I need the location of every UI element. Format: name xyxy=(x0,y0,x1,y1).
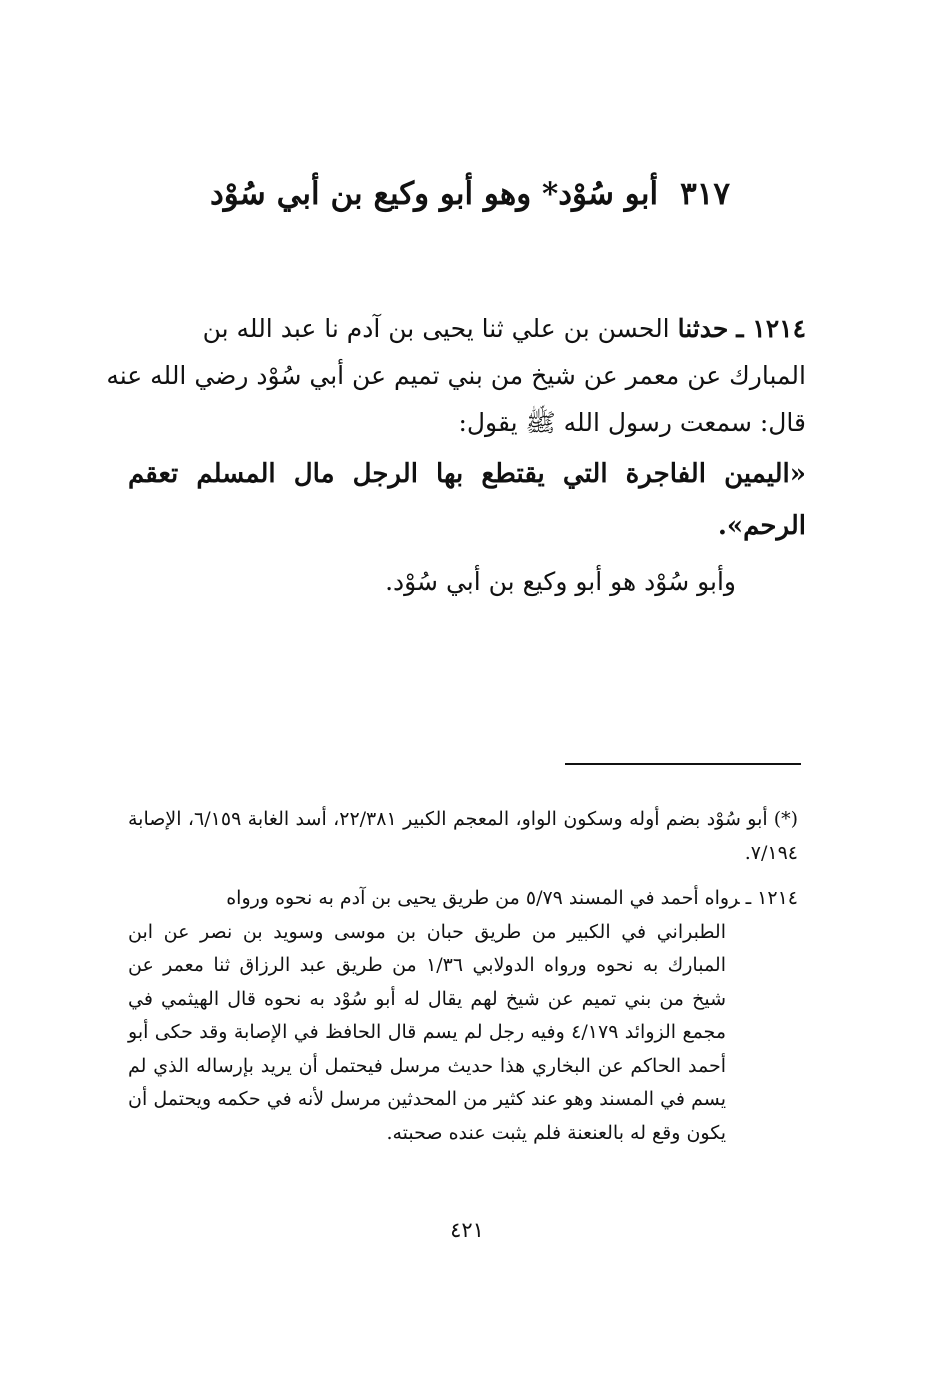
hadith-section xyxy=(106,305,806,605)
footnote-hadith xyxy=(128,882,798,1150)
footnote-divider xyxy=(565,763,801,765)
footnote-marker: ١٢١٤ ـ xyxy=(745,887,798,909)
page-number: ٤٢١ xyxy=(450,1218,484,1242)
footnote-narrator xyxy=(128,803,798,870)
footnote-text: أبو سُوْد بضم أوله وسكون الواو، المعجم الكبير ٢٢/٣٨١، أسد الغابة ٦/١٥٩، الإصابة ٧/١٩٤. xyxy=(128,808,798,864)
chapter-title: أبو سُوْد* وهو أبو وكيع بن أبي سُوْد xyxy=(209,175,659,212)
narrated-word: حدثنا xyxy=(677,314,729,343)
isnad-line-2: المبارك عن معمر عن شيخ من بني تميم عن أبي سُوْد رضي الله عنه xyxy=(106,361,806,390)
closing-note: وأبو سُوْد هو أبو وكيع بن أبي سُوْد. xyxy=(385,567,736,596)
footnote-first-line: رواه أحمد في المسند ٥/٧٩ من طريق يحيى بن آدم به نحوه ورواه xyxy=(226,887,740,909)
isnad-line-1 xyxy=(128,305,806,352)
footnotes xyxy=(128,803,798,1162)
chapter-heading xyxy=(150,176,790,212)
isnad-line-3: قال: سمعت رسول الله ﷺ يقول: xyxy=(458,408,806,437)
hadith-number: ١٢١٤ ـ xyxy=(736,314,806,343)
hadith-text: «اليمين الفاجرة التي يقتطع بها الرجل مال المسلم تعقم الرحم». xyxy=(128,459,806,541)
isnad-text-1: الحسن بن علي ثنا يحيى بن آدم نا عبد الله بن xyxy=(202,314,670,343)
chapter-number: ٣١٧ xyxy=(680,175,731,212)
footnote-continuation: الطبراني في الكبير من طريق حبان بن موسى وسويد بن نصر عن ابن المبارك به نحوه ورواه الدولابي ١/٣٦ من طريق عبد الرزاق ثنا معمر عن شيخ من بني تميم عن شيخ لهم يقال له أبو سُوْد به نحوه قال الهيثمي في مجمع الزوائد ٤/١٧٩ وفيه رجل لم يسم قال الحافظ في الإصابة وقد حكى أبو أحمد الحاكم عن البخاري هذا حديث مرسل فيحتمل أن يريد بإرساله الذي لم يسم في المسند وهو عند كثير من المحدثين مرسل لأنه في حكمه ويحتمل أن يكون وقع له بالعنعنة فلم يثبت عنده صحبته. xyxy=(128,920,726,1144)
footnote-marker: (*) xyxy=(773,808,799,830)
